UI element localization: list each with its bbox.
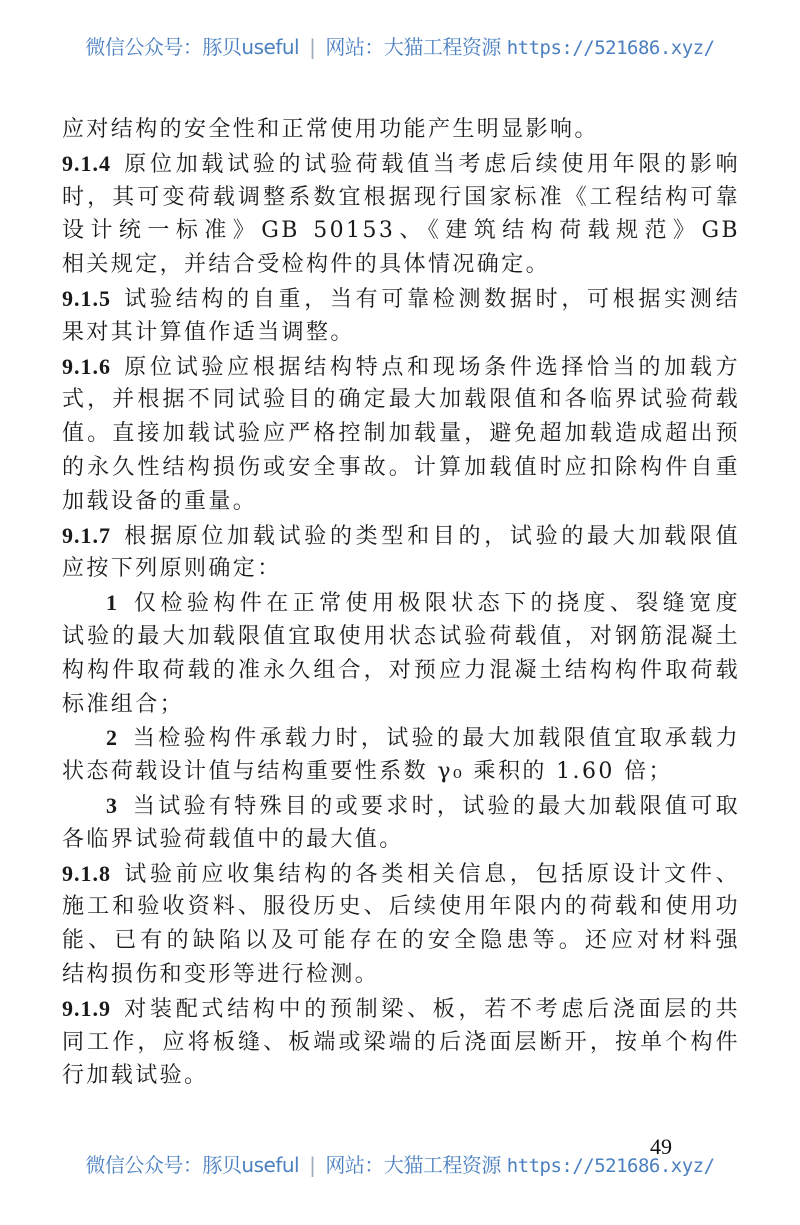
line-text: 式，并根据不同试验目的确定最大加载限值和各临界试验荷载 [62, 387, 740, 413]
text-line [62, 721, 740, 755]
text-line [62, 519, 740, 553]
text-line [62, 451, 740, 485]
text-line [62, 282, 740, 316]
line-text: 的永久性结构损伤或安全事故。计算加载值时应扣除构件自重 [62, 454, 740, 480]
line-text: 应按下列原则确定： [62, 556, 282, 582]
text-line [62, 654, 740, 688]
line-text: 对装配式结构中的预制梁、板，若不考虑后浇面层的共 [123, 996, 740, 1022]
line-text: 相关规定，并结合受检构件的具体情况确定。 [62, 252, 551, 278]
text-line [62, 789, 740, 823]
line-text: 果对其计算值作适当调整。 [62, 319, 355, 345]
text-line [62, 350, 740, 384]
clause-number: 3 [106, 792, 118, 818]
line-text: 仅检验构件在正常使用极限状态下的挠度、裂缝宽度 [132, 591, 740, 617]
watermark-site: 网站：大猫工程资源 [325, 35, 501, 59]
document-body [62, 113, 740, 1093]
text-line [62, 417, 740, 451]
page-number: 49 [650, 1134, 672, 1159]
text-line [62, 316, 740, 350]
clause-number: 1 [106, 590, 118, 616]
clause-number: 9.1.5 [62, 285, 111, 311]
line-text: 行加载试验。 [62, 1063, 209, 1089]
line-text: 各临界试验荷载值中的最大值。 [62, 826, 404, 852]
text-line [62, 552, 740, 586]
clause-number: 2 [106, 725, 118, 751]
line-text: 试验前应收集结构的各类相关信息，包括原设计文件、 [123, 861, 740, 887]
line-text: 设计统一标准》GB 50153、《建筑结构荷载规范》GB [62, 218, 740, 244]
text-line [62, 890, 740, 924]
watermark-separator: | [309, 1153, 316, 1177]
line-text: 构构件取荷载的准永久组合，对预应力混凝土结构构件取荷载 [62, 657, 740, 683]
text-line [62, 485, 740, 519]
watermark-site: 网站：大猫工程资源 [325, 1153, 501, 1177]
line-text: 试验结构的自重，当有可靠检测数据时，可根据实测结 [123, 286, 740, 312]
text-line [62, 383, 740, 417]
text-line [62, 248, 740, 282]
line-text: 加载设备的重量。 [62, 488, 258, 514]
text-line [62, 755, 740, 789]
line-text: 当试验有特殊目的或要求时，试验的最大加载限值可取 [132, 793, 740, 819]
watermark-wechat: 微信公众号：豚贝useful [85, 35, 300, 59]
line-text: 应对结构的安全性和正常使用功能产生明显影响。 [62, 117, 599, 142]
text-line [62, 113, 740, 147]
line-text: 同工作，应将板缝、板端或梁端的后浇面层断开，按单个构件 [62, 1029, 740, 1055]
clause-number: 9.1.9 [62, 995, 111, 1021]
line-text: 时，其可变荷载调整系数宜根据现行国家标准《工程结构可靠 [62, 184, 740, 210]
line-text: 状态荷载设计值与结构重要性系数 γ₀ 乘积的 1.60 倍； [62, 759, 673, 785]
header-watermark [0, 31, 800, 60]
line-text: 值。直接加载试验应严格控制加载量，避免超加载造成超出预 [62, 421, 740, 447]
line-text: 试验的最大加载限值宜取使用状态试验荷载值，对钢筋混凝土 [62, 623, 740, 649]
clause-number: 9.1.4 [62, 150, 111, 176]
clause-number: 9.1.7 [62, 522, 111, 548]
text-line [62, 688, 740, 722]
line-text: 当检验构件承载力时，试验的最大加载限值宜取承载力 [132, 726, 740, 752]
text-line [62, 992, 740, 1026]
line-text: 施工和验收资料、服役历史、后续使用年限内的荷载和使用功 [62, 894, 740, 920]
text-line [62, 181, 740, 215]
watermark-wechat: 微信公众号：豚贝useful [85, 1153, 300, 1177]
line-text: 根据原位加载试验的类型和目的，试验的最大加载限值 [123, 523, 740, 549]
text-line [62, 147, 740, 181]
footer-watermark [0, 1149, 800, 1178]
line-text: 原位加载试验的试验荷载值当考虑后续使用年限的影响 [123, 151, 740, 177]
watermark-url[interactable]: https://521686.xyz/ [506, 37, 715, 59]
text-line [62, 924, 740, 958]
line-text: 标准组合； [62, 691, 185, 717]
text-line [62, 823, 740, 857]
text-line [62, 586, 740, 620]
line-text: 原位试验应根据结构特点和现场条件选择恰当的加载方 [123, 354, 740, 380]
text-line [62, 958, 740, 992]
watermark-separator: | [309, 35, 316, 59]
text-line [62, 214, 740, 248]
clause-number: 9.1.6 [62, 353, 111, 379]
watermark-url[interactable]: https://521686.xyz/ [506, 1155, 715, 1177]
text-line [62, 620, 740, 654]
line-text: 能、已有的缺陷以及可能存在的安全隐患等。还应对材料强 [62, 928, 740, 954]
text-line [62, 1059, 740, 1093]
clause-number: 9.1.8 [62, 860, 111, 886]
text-line [62, 1026, 740, 1060]
line-text: 结构损伤和变形等进行检测。 [62, 961, 380, 987]
text-line [62, 857, 740, 891]
